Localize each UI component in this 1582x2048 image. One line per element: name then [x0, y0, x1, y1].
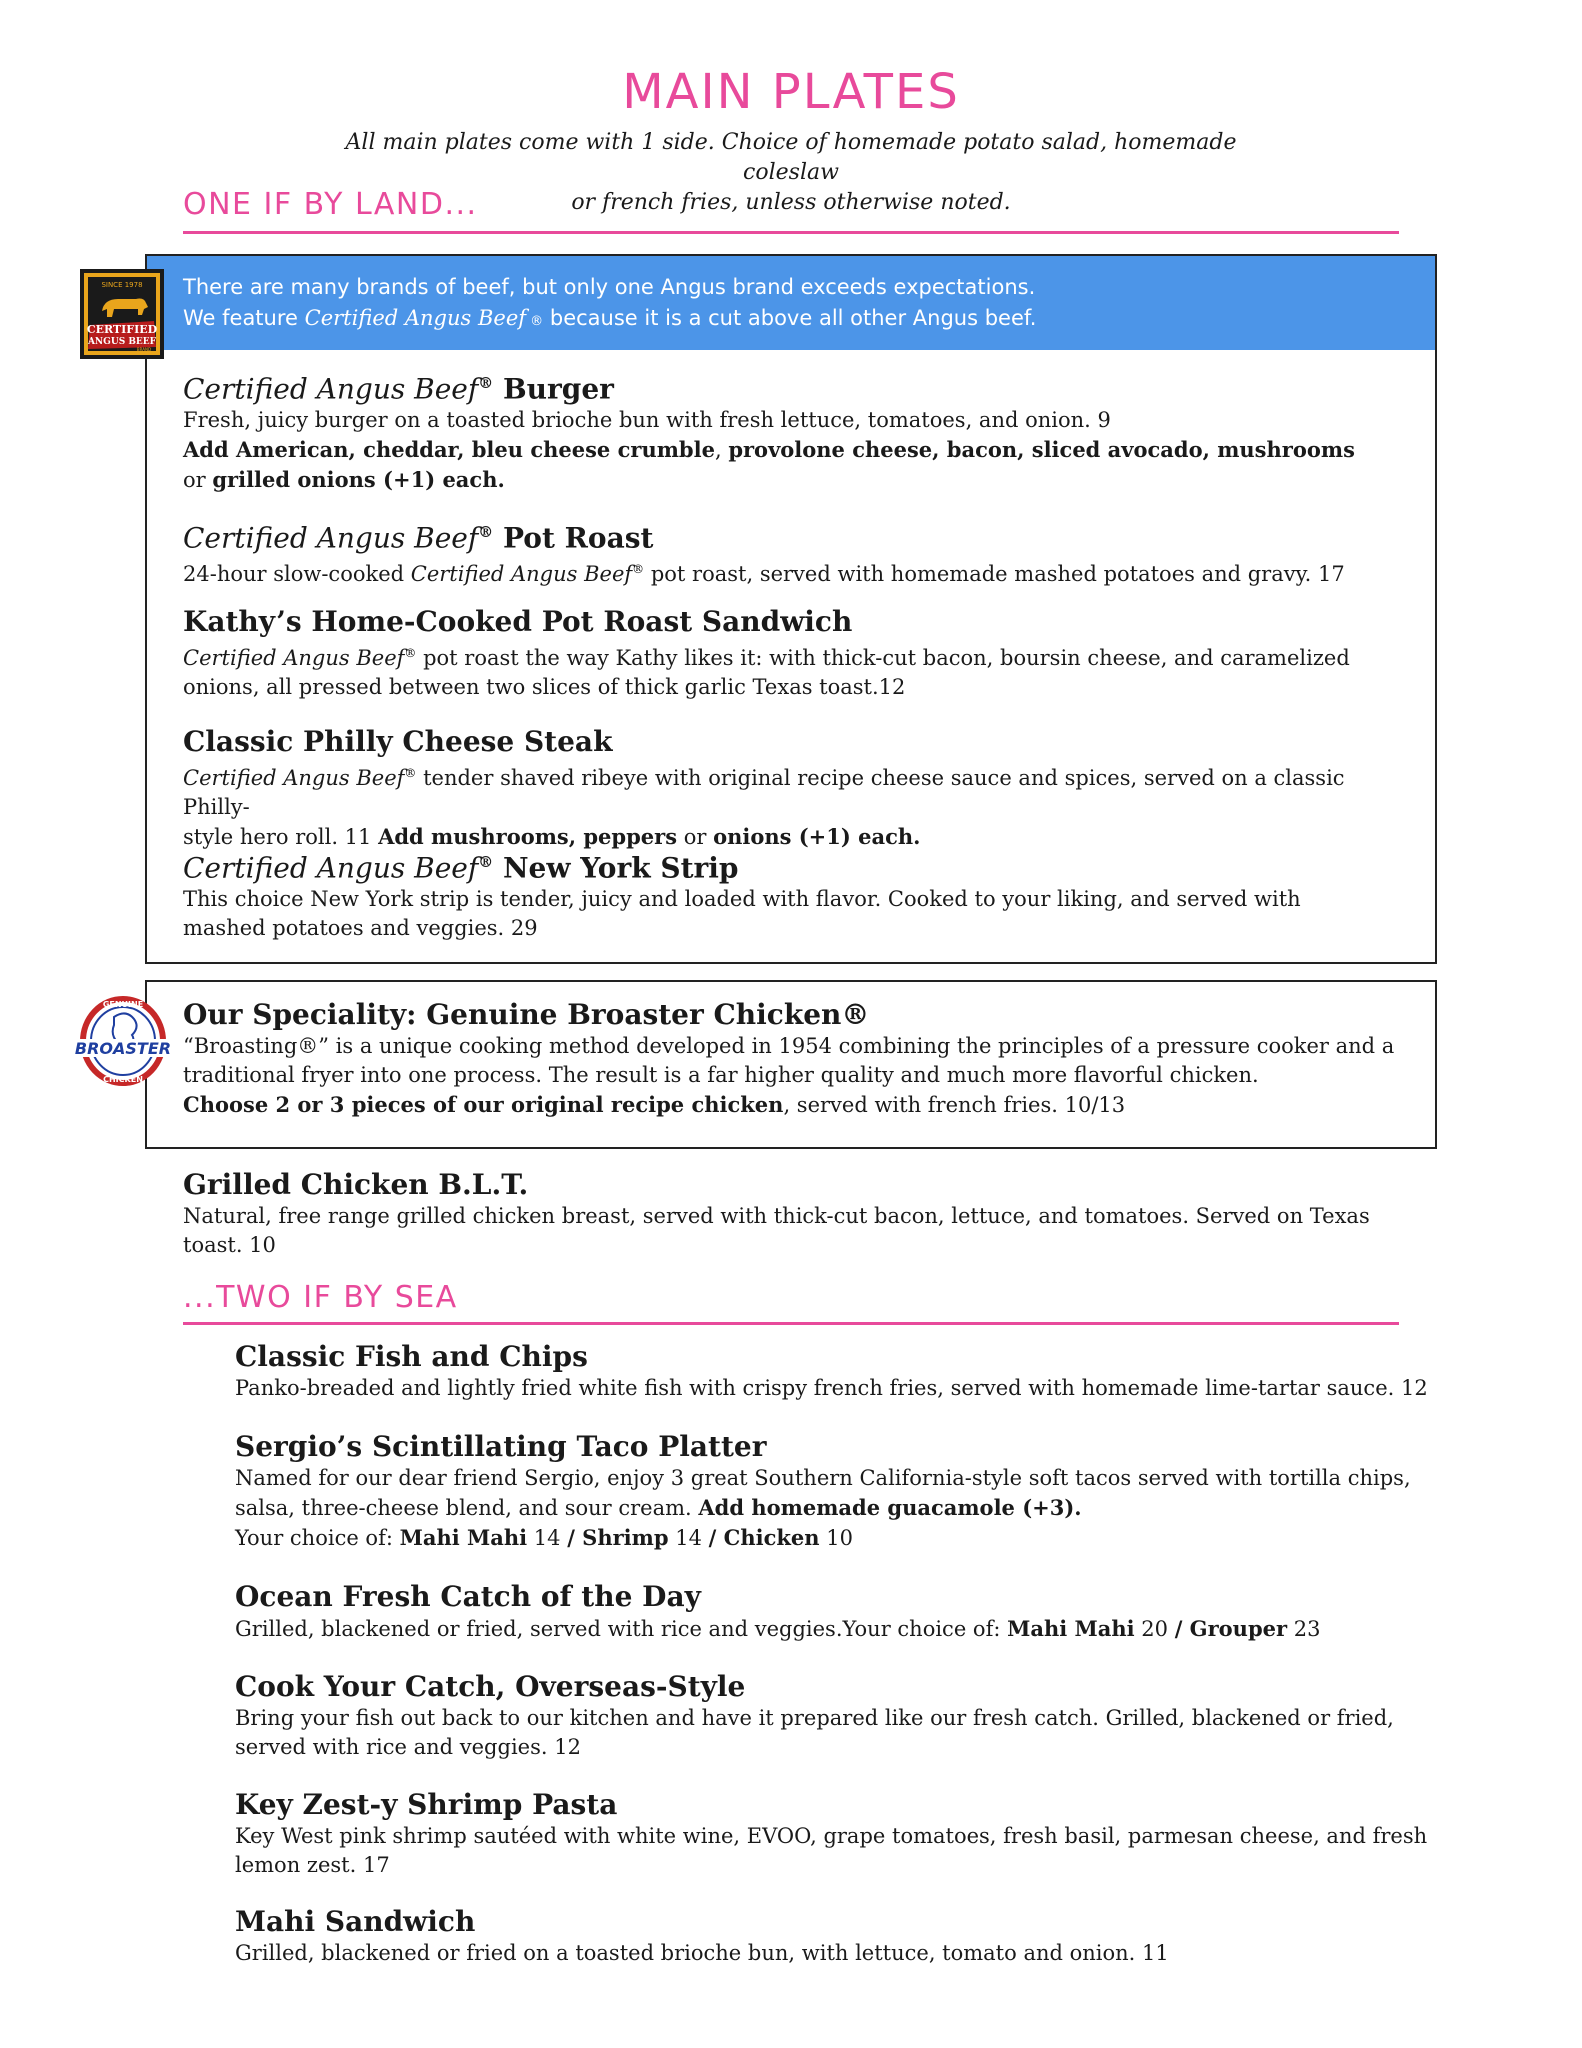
- item-title: Cook Your Catch, Overseas-Style: [235, 1670, 746, 1703]
- desc-text: pot roast, served with homemade mashed potatoes and gravy. 17: [644, 562, 1345, 587]
- menu-item-mahi-sandwich: [235, 1905, 1435, 1968]
- item-title: Kathy’s Home-Cooked Pot Roast Sandwich: [183, 605, 853, 638]
- addon-text: Add homemade guacamole (+3).: [698, 1495, 1082, 1520]
- addon-text: Choose 2 or 3 pieces of our original recipe chicken: [183, 1092, 784, 1117]
- item-description: mashed potatoes and veggies. 29: [183, 916, 538, 941]
- menu-item-shrimp-pasta: [235, 1788, 1435, 1880]
- menu-item-broaster-chicken: [183, 998, 1423, 1120]
- item-description: [183, 555, 1413, 589]
- item-addons: [183, 435, 1413, 465]
- option-price: 20: [1134, 1617, 1175, 1641]
- reg-mark: ®: [478, 523, 494, 541]
- banner-reg: ®: [526, 314, 544, 329]
- genuine-broaster-chicken-logo: [70, 995, 176, 1087]
- desc-text: 24-hour slow-cooked: [183, 562, 411, 587]
- menu-item-new-york-strip: [183, 845, 1413, 943]
- option-price: 14: [527, 1526, 568, 1550]
- banner-line: There are many brands of beef, but only one Angus brand exceeds expectations.: [183, 275, 1036, 299]
- item-description: Fresh, juicy burger on a toasted brioche bun with fresh lettuce, tomatoes, and onion. 9: [183, 408, 1111, 433]
- item-description: Natural, free range grilled chicken breast, served with thick-cut bacon, lettuce, and tomatoes. Served on Texas: [183, 1204, 1370, 1228]
- desc-text: salsa, three-cheese blend, and sour cream.: [235, 1496, 699, 1520]
- logo-text: CERTIFIED: [86, 323, 158, 336]
- item-description: Panko-breaded and lightly fried white fish with crispy french fries, served with homemade lime-tartar sauce. 12: [235, 1376, 1428, 1400]
- item-description: “Broasting®” is a unique cooking method developed in 1954 combining the principles of a pressure cooker and a: [183, 1034, 1395, 1058]
- reg-mark: ®: [404, 766, 417, 780]
- menu-item-philly-cheese-steak: [183, 725, 1413, 852]
- addon-sep: or: [677, 825, 714, 849]
- item-description: Key West pink shrimp sautéed with white wine, EVOO, grape tomatoes, fresh basil, parmesan cheese, and fresh: [235, 1824, 1428, 1848]
- brand-name: Certified Angus Beef: [410, 562, 633, 587]
- desc-text: tender shaved ribeye with original recipe cheese sauce and spices, served on a classic Philly-: [183, 766, 1345, 819]
- page-title: MAIN PLATES: [622, 64, 960, 120]
- banner-text: We feature: [183, 306, 305, 330]
- item-description: Named for our dear friend Sergio, enjoy 3 great Southern California-style soft tacos served with tortilla chips,: [235, 1466, 1411, 1490]
- logo-text: BRAND: [136, 347, 152, 352]
- menu-item-cook-your-catch: [235, 1670, 1435, 1762]
- item-description: [235, 1614, 1435, 1644]
- brand-name: Certified Angus Beef: [183, 372, 479, 406]
- section-divider: [183, 1322, 1399, 1325]
- item-name: Pot Roast: [493, 521, 654, 555]
- item-title: [183, 515, 1413, 555]
- desc-text: Grilled, blackened or fried, served with rice and veggies.Your choice of:: [235, 1617, 1008, 1641]
- brand-name: Certified Angus Beef: [183, 766, 405, 790]
- section-heading-sea: ...TWO IF BY SEA: [183, 1280, 458, 1315]
- item-description: [235, 1493, 1435, 1523]
- banner-text: because it is a cut above all other Angus beef.: [543, 306, 1037, 330]
- item-title: Classic Philly Cheese Steak: [183, 725, 613, 758]
- item-options: [235, 1523, 1435, 1553]
- item-title: Mahi Sandwich: [235, 1905, 476, 1938]
- addon-sep: ,: [714, 438, 729, 463]
- brand-name: Certified Angus Beef: [183, 521, 479, 555]
- section-divider: [183, 231, 1399, 234]
- menu-item-fish-and-chips: [235, 1340, 1435, 1403]
- option-price: 23: [1287, 1617, 1321, 1641]
- reg-mark: ®: [404, 646, 417, 660]
- brand-name: Certified Angus Beef: [183, 646, 405, 670]
- menu-item-pot-roast: [183, 515, 1413, 589]
- reg-mark: ®: [478, 374, 494, 392]
- menu-item-grilled-chicken-blt: [183, 1168, 1423, 1260]
- logo-text: GENUINE: [102, 1000, 144, 1009]
- menu-item-taco-platter: [235, 1430, 1435, 1553]
- logo-text: BROASTER: [74, 1039, 172, 1058]
- menu-item-burger: [183, 366, 1413, 495]
- option-name: Mahi Mahi: [1007, 1616, 1135, 1641]
- item-description: Grilled, blackened or fried on a toasted brioche bun, with lettuce, tomato and onion. 11: [235, 1941, 1169, 1965]
- banner-line: [183, 303, 1435, 337]
- reg-mark: ®: [632, 562, 645, 577]
- menu-item-fresh-catch: [235, 1580, 1435, 1644]
- item-title: Key Zest-y Shrimp Pasta: [235, 1788, 618, 1821]
- subtitle-line: All main plates come with 1 side. Choice of homemade potato salad, homemade coleslaw: [345, 130, 1237, 185]
- option-name: / Shrimp: [567, 1525, 669, 1550]
- logo-since: SINCE 1978: [101, 281, 143, 289]
- item-title: [183, 845, 1413, 885]
- menu-item-kathys-sandwich: [183, 605, 1413, 702]
- logo-text: CHICKEN: [103, 1075, 143, 1084]
- addon-sep: or: [183, 468, 213, 493]
- item-title: Classic Fish and Chips: [235, 1340, 588, 1373]
- addon-text: onions (+1) each.: [713, 824, 921, 849]
- item-title: Sergio’s Scintillating Taco Platter: [235, 1430, 767, 1463]
- desc-text: Your choice of:: [235, 1526, 400, 1550]
- item-title: Ocean Fresh Catch of the Day: [235, 1580, 701, 1613]
- item-description: This choice New York strip is tender, juicy and loaded with flavor. Cooked to your liking, and served with: [183, 887, 1301, 912]
- item-name: New York Strip: [493, 851, 739, 885]
- item-name: Burger: [493, 372, 614, 406]
- brand-name: Certified Angus Beef: [183, 851, 479, 885]
- option-name: Mahi Mahi: [399, 1525, 528, 1550]
- addon-text: provolone cheese, bacon, sliced avocado, mushrooms: [728, 437, 1355, 463]
- option-name: / Chicken: [708, 1525, 820, 1550]
- banner-brand: Certified Angus Beef: [304, 306, 527, 330]
- item-description: onions, all pressed between two slices of thick garlic Texas toast.12: [183, 675, 906, 699]
- item-description: lemon zest. 17: [235, 1853, 390, 1877]
- item-description: toast. 10: [183, 1233, 276, 1257]
- option-price: 10: [819, 1526, 853, 1550]
- reg-mark: ®: [478, 853, 494, 871]
- angus-banner: [147, 256, 1435, 350]
- subtitle-line: or french fries, unless otherwise noted.: [571, 190, 1011, 215]
- desc-text: pot roast the way Kathy likes it: with thick-cut bacon, boursin cheese, and caramelized: [416, 646, 1350, 670]
- logo-text: ANGUS BEEF: [87, 337, 157, 347]
- addon-text: Add mushrooms, peppers: [378, 824, 678, 849]
- item-description: [183, 1090, 1423, 1120]
- option-name: / Grouper: [1174, 1616, 1288, 1641]
- item-description: traditional fryer into one process. The result is a far higher quality and much more flavorful chicken.: [183, 1063, 1259, 1087]
- item-description: [183, 639, 1413, 673]
- section-heading-land: ONE IF BY LAND...: [183, 187, 478, 222]
- addon-text: grilled onions (+1) each.: [212, 467, 505, 493]
- option-price: 14: [668, 1526, 709, 1550]
- item-addons: [183, 465, 1413, 495]
- certified-angus-beef-logo: [74, 263, 170, 363]
- item-description: served with rice and veggies. 12: [235, 1735, 581, 1759]
- item-title: Grilled Chicken B.L.T.: [183, 1168, 529, 1201]
- item-title: Our Speciality: Genuine Broaster Chicken®: [183, 998, 870, 1031]
- desc-text: , served with french fries. 10/13: [783, 1093, 1126, 1117]
- item-description: Bring your fish out back to our kitchen and have it prepared like our fresh catch. Grilled, blackened or fried,: [235, 1706, 1394, 1730]
- desc-text: style hero roll. 11: [183, 825, 379, 849]
- item-title: [183, 366, 1413, 406]
- item-description: [183, 759, 1413, 822]
- addon-text: Add American, cheddar, bleu cheese crumble: [183, 437, 715, 463]
